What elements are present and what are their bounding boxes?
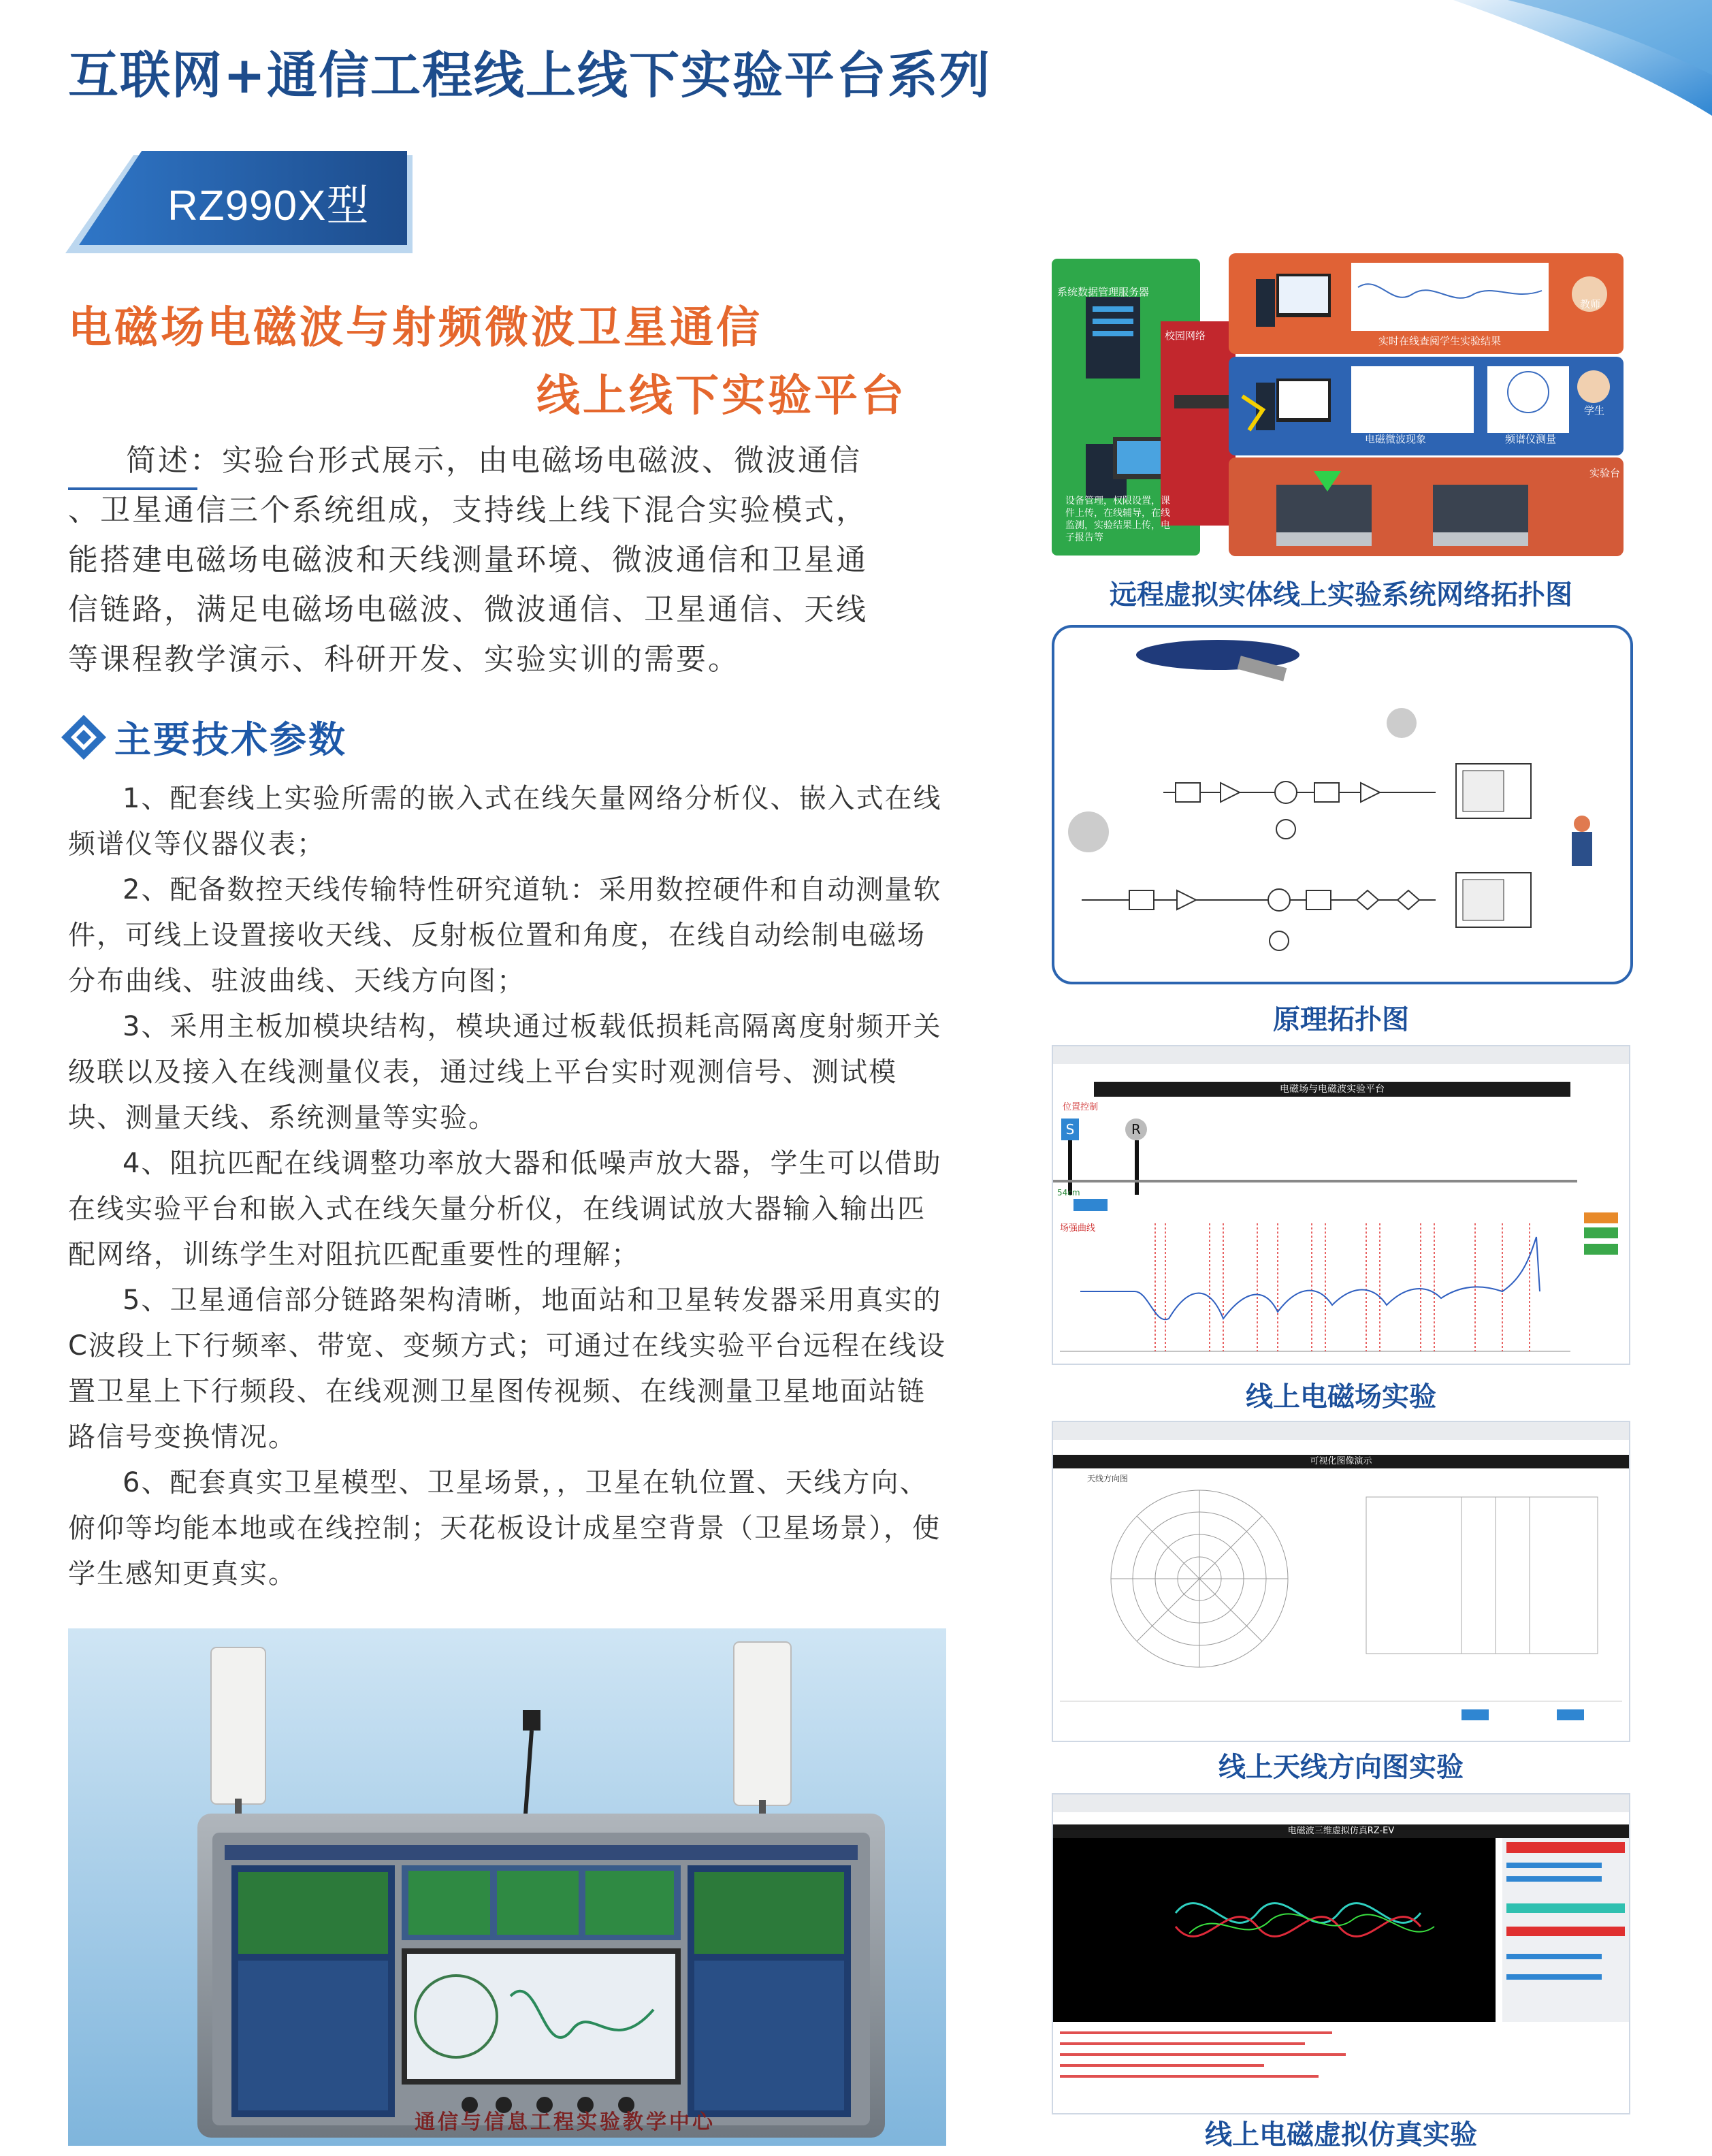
intro-line: 信链路，满足电磁场电磁波、微波通信、卫星通信、天线 — [68, 592, 868, 627]
param-item: 6、配套真实卫星模型、卫星场景，，卫星在轨位置、天线方向、俯仰等均能本地或在线控制；天花板设计成星空背景（卫星场景），使学生感知更真实。 — [68, 1467, 941, 1590]
network-topology-diagram — [1052, 253, 1630, 560]
antenna-plots — [1053, 1470, 1629, 1735]
source-pole — [1068, 1140, 1072, 1195]
param-item: 5、卫星通信部分链路架构清晰，地面站和卫星转发器采用真实的C波段上下行频率、带宽、变频方式；可通过在线实验平台远程在线设置卫星上下行频段、在线观测卫星图传视频、在线测量卫星地面站链路信号变换情况。 — [68, 1285, 946, 1453]
app-titlebar: 可视化图像演示 — [1053, 1455, 1629, 1468]
antenna-caption: 线上天线方向图实验 — [1218, 1752, 1464, 1783]
intro-line: 能搭建电磁场电磁波和天线测量环境、微波通信和卫星通 — [68, 543, 868, 577]
simulation-screenshot — [1052, 1793, 1630, 2114]
field-experiment-screenshot — [1052, 1045, 1630, 1365]
server-label: 系统数据管理服务器 — [1057, 286, 1150, 298]
simulation-view — [1053, 1838, 1629, 2113]
student-caption: 线上矢网、 — [1505, 421, 1557, 433]
lab-label: 实验台 — [1589, 467, 1621, 479]
teacher-caption: 实时在线查阅学生实验结果 — [1378, 335, 1502, 347]
intro-line: 等课程教学演示、科研开发、实验实训的需要。 — [68, 642, 740, 677]
intro-underline — [68, 487, 197, 490]
param-item: 4、阻抗匹配在线调整功率放大器和低噪声放大器，学生可以借助在线实验平台和嵌入式在线矢量分析仪，在线调试放大器输入输出匹配网络，训练学生对阻抗匹配重要性的理解； — [68, 1148, 942, 1270]
device-label-line: 子报告等 — [1065, 532, 1103, 543]
bench-footer-text: 通信与信息工程实验教学中心 — [415, 2110, 715, 2134]
section-title: 主要技术参数 — [114, 718, 347, 761]
receiver-marker-r: R — [1125, 1119, 1147, 1140]
subtitle-line2: 线上线下实验平台 — [536, 371, 907, 421]
rail — [1053, 1180, 1577, 1182]
device-label-line: 监测，实验结果上传，电 — [1065, 520, 1170, 531]
field-plot — [1053, 1196, 1629, 1359]
student-caption: 电磁微波现象 — [1365, 433, 1427, 445]
model-number: RZ990X型 — [167, 182, 370, 229]
model-tag — [65, 151, 413, 255]
intro-line: 、卫星通信三个系统组成，支持线上线下混合实验模式， — [68, 493, 868, 528]
network-caption: 远程虚拟实体线上实验系统网络拓扑图 — [1110, 579, 1572, 611]
intro-line: 简述：实验台形式展示，由电磁场电磁波、微波通信 — [126, 443, 862, 478]
diamond-icon — [60, 713, 108, 761]
param-item: 1、配套线上实验所需的嵌入式在线矢量网络分析仪、嵌入式在线频谱仪等仪器仪表； — [68, 783, 942, 860]
app-titlebar: 电磁波三维虚拟仿真RZ-EV — [1053, 1824, 1629, 1838]
scale-label: 54cm — [1057, 1188, 1080, 1197]
student-role: 学生 — [1584, 404, 1605, 417]
subtitle-line1: 电磁场电磁波与射频微波卫星通信 — [68, 303, 762, 353]
intro-paragraph — [68, 436, 953, 684]
browser-bar — [1053, 1795, 1629, 1812]
position-control-label: 位置控制 — [1063, 1102, 1099, 1112]
simulation-caption: 线上电磁虚拟仿真实验 — [1205, 2119, 1477, 2151]
teacher-role: 教师 — [1580, 298, 1601, 310]
plot-label: 场强曲线 — [1060, 1223, 1096, 1234]
tech-params-list — [68, 776, 953, 1597]
app-titlebar: 电磁场与电磁波实验平台 — [1094, 1082, 1570, 1097]
field-caption: 线上电磁场实验 — [1246, 1381, 1436, 1413]
receiver-pole — [1135, 1140, 1139, 1195]
lab-bench-photo — [68, 1628, 946, 2146]
param-item: 3、采用主板加模块结构，模块通过板载低损耗高隔离度射频开关级联以及接入在线测量仪表，通过线上平台实时观测信号、测试模块、测量天线、系统测量等实验。 — [68, 1011, 942, 1133]
student-caption: PC观测实验结果 — [1365, 421, 1440, 433]
principle-topology-diagram — [1052, 625, 1633, 984]
principle-caption: 原理拓扑图 — [1273, 1004, 1409, 1035]
page-title: 互联网+通信工程线上线下实验平台系列 — [68, 46, 992, 105]
device-label — [1065, 495, 1195, 544]
param-item: 2、配备数控天线传输特性研究道轨：采用数控硬件和自动测量软件，可线上设置接收天线、反射板位置和角度，在线自动绘制电磁场分布曲线、驻波曲线、天线方向图； — [68, 874, 942, 997]
left-panel-label: 天线方向图 — [1087, 1474, 1129, 1483]
browser-bar — [1053, 1422, 1629, 1440]
campus-label: 校园网络 — [1165, 329, 1206, 342]
antenna-experiment-screenshot — [1052, 1421, 1630, 1742]
header-swoosh-decoration — [1099, 0, 1712, 177]
source-marker-s: S — [1061, 1119, 1079, 1140]
student-caption: 频谱仪测量 — [1505, 433, 1557, 445]
browser-bar — [1053, 1046, 1629, 1064]
device-label-line: 设备管理，权限设置，课 — [1065, 496, 1170, 506]
device-label-line: 件上传，在线辅导，在线 — [1065, 508, 1170, 519]
